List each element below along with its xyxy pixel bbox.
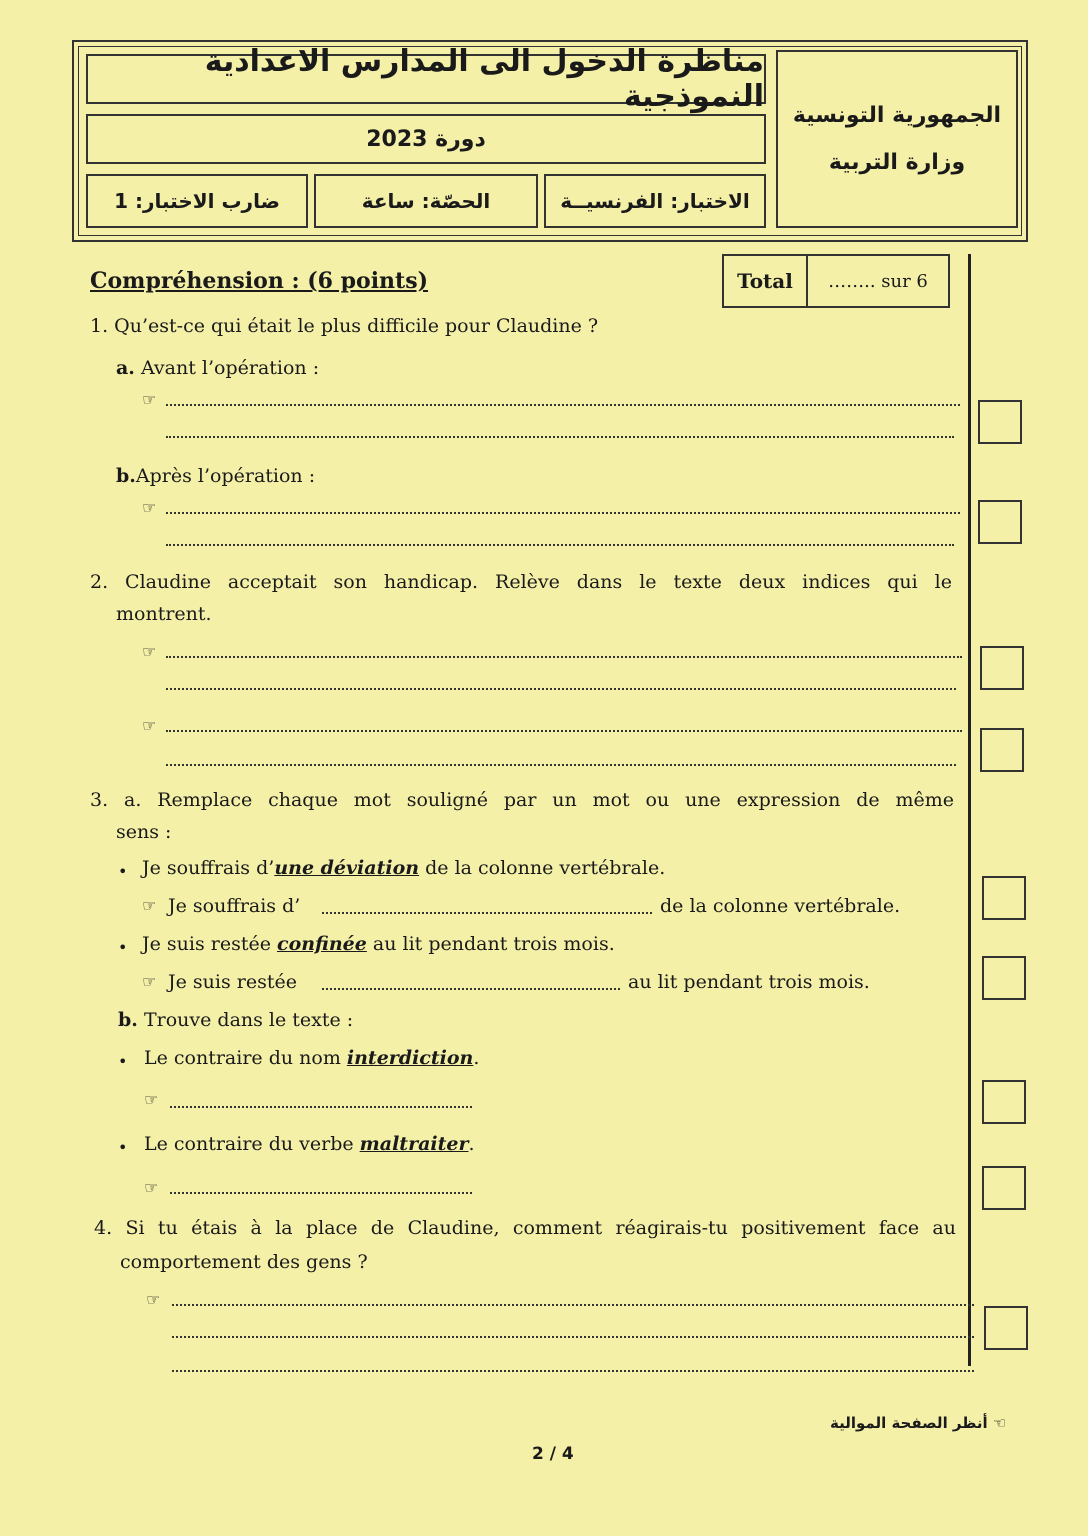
bullet: • (118, 862, 128, 881)
sentence-1-answer-start: Je souffrais d’ (168, 895, 301, 917)
duration-label: الحصّة: ساعة (361, 189, 491, 213)
hand-pointer-icon: ☞ (144, 1090, 159, 1109)
answer-line[interactable] (172, 1336, 974, 1338)
q1-b: b.Après l’opération : (116, 465, 316, 487)
ministry-label: وزارة التربية (828, 150, 966, 175)
answer-line[interactable] (166, 436, 954, 438)
question-3a: 3. a. Remplace chaque mot souligné par un mot ou une expression de même (90, 789, 954, 811)
session-label: دورة 2023 (366, 126, 486, 152)
question-2: 2. Claudine acceptait son handicap. Relève dans le texte deux indices qui le (90, 571, 952, 593)
question-1: 1. Qu’est-ce qui était le plus difficile pour Claudine ? (90, 315, 599, 337)
answer-line[interactable] (166, 688, 956, 690)
session-box (86, 114, 766, 164)
subject-box (544, 174, 766, 228)
score-box[interactable] (980, 728, 1024, 772)
page-number: 2 / 4 (532, 1444, 574, 1464)
answer-line[interactable] (166, 544, 954, 546)
score-box[interactable] (980, 646, 1024, 690)
score-box[interactable] (978, 500, 1022, 544)
total-box (722, 254, 950, 308)
contrary-noun: Le contraire du nom interdiction. (144, 1047, 480, 1069)
score-box[interactable] (982, 1166, 1026, 1210)
question-4-cont: comportement des gens ? (120, 1251, 368, 1273)
hand-pointer-icon: ☞ (142, 642, 157, 661)
coefficient-box (86, 174, 308, 228)
bullet: • (118, 938, 128, 957)
score-box[interactable] (984, 1306, 1028, 1350)
question-4: 4. Si tu étais à la place de Claudine, comment réagirais-tu positivement face au (94, 1217, 956, 1239)
sentence-1: Je souffrais d’une déviation de la colonne vertébrale. (142, 857, 666, 879)
section-title: Compréhension : (6 points) (90, 268, 429, 294)
margin-line (968, 254, 971, 1366)
sentence-2-answer-end: au lit pendant trois mois. (628, 971, 870, 993)
score-box[interactable] (982, 956, 1026, 1000)
answer-line[interactable] (322, 912, 652, 914)
answer-line[interactable] (170, 1192, 472, 1194)
q3-b: b. Trouve dans le texte : (118, 1009, 354, 1031)
answer-line[interactable] (166, 512, 960, 514)
exam-title: مناظرة الدخول الى المدارس الاعدادية النموذجية (204, 44, 764, 114)
hand-pointer-icon: ☞ (142, 716, 157, 735)
answer-line[interactable] (166, 764, 956, 766)
hand-pointer-icon: ☜ (992, 1414, 1007, 1432)
republic-label: الجمهورية التونسية (792, 103, 1002, 128)
answer-line[interactable] (166, 656, 962, 658)
answer-line[interactable] (166, 404, 960, 406)
sentence-2: Je suis restée confinée au lit pendant trois mois. (142, 933, 615, 955)
question-2-cont: montrent. (116, 603, 212, 625)
sentence-1-answer-end: de la colonne vertébrale. (660, 895, 901, 917)
subject-label: الاختبار: الفرنسيــة (560, 189, 750, 213)
hand-pointer-icon: ☞ (144, 1178, 159, 1197)
hand-pointer-icon: ☞ (142, 498, 157, 517)
score-box[interactable] (982, 876, 1026, 920)
hand-pointer-icon: ☞ (142, 972, 157, 991)
answer-line[interactable] (166, 730, 962, 732)
answer-line[interactable] (170, 1106, 472, 1108)
hand-pointer-icon: ☞ (142, 896, 157, 915)
answer-line[interactable] (322, 988, 620, 990)
bullet: • (118, 1052, 128, 1071)
contrary-verb: Le contraire du verbe maltraiter. (144, 1133, 475, 1155)
total-value[interactable]: …….. sur 6 (828, 270, 928, 292)
hand-pointer-icon: ☞ (142, 390, 157, 409)
total-label: Total (724, 256, 808, 306)
ministry-box (776, 50, 1018, 228)
hand-pointer-icon: ☞ (146, 1290, 161, 1309)
score-box[interactable] (978, 400, 1022, 444)
answer-line[interactable] (172, 1304, 974, 1306)
duration-box (314, 174, 538, 228)
question-3a-cont: sens : (116, 821, 172, 843)
coefficient-label: ضارب الاختبار: 1 (114, 189, 280, 213)
next-page-note: ☜ أنظر الصفحة الموالية (830, 1414, 1007, 1432)
exam-title-box (86, 44, 766, 114)
sentence-2-answer-start: Je suis restée (168, 971, 297, 993)
score-box[interactable] (982, 1080, 1026, 1124)
bullet: • (118, 1138, 128, 1157)
answer-line[interactable] (172, 1370, 974, 1372)
q1-a: a. Avant l’opération : (116, 357, 320, 379)
